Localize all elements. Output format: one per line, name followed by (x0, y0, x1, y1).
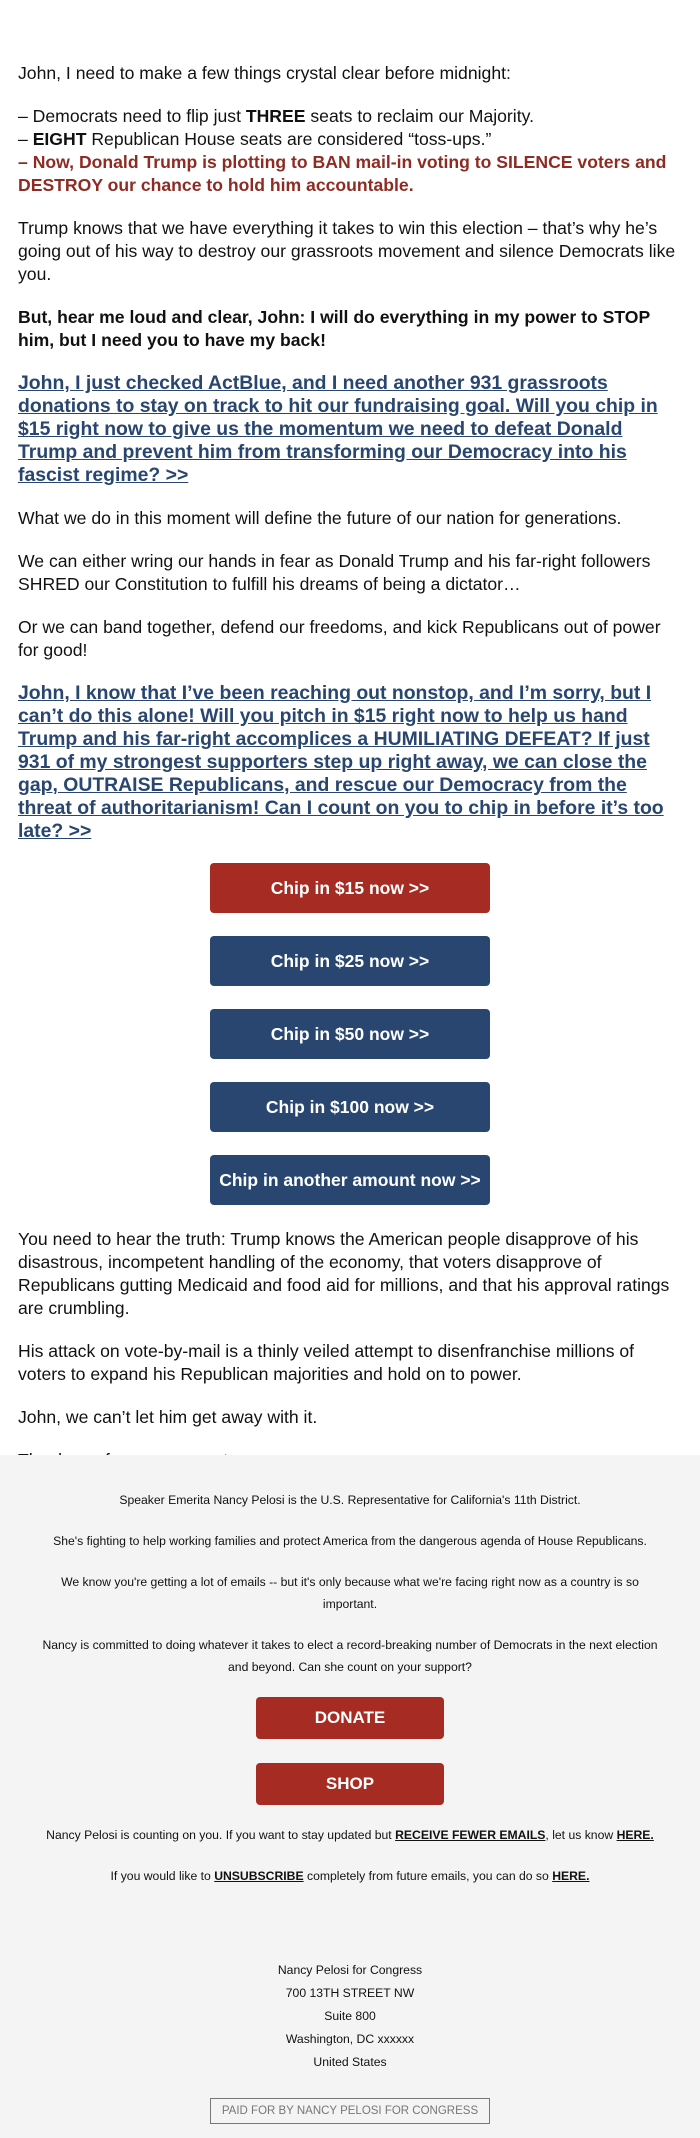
unsubscribe-link[interactable]: UNSUBSCRIBE (214, 1869, 304, 1883)
footer-text: Nancy Pelosi is counting on you. If you want to stay updated but (46, 1828, 396, 1842)
paragraph: What we do in this moment will define the future of our nation for generations. (18, 508, 622, 528)
bullet-text: seats to reclaim our Majority. (305, 106, 534, 126)
chip-in-25-button[interactable]: Chip in $25 now >> (210, 936, 490, 986)
footer-line: Speaker Emerita Nancy Pelosi is the U.S. Representative for California's 11th District. (119, 1493, 581, 1507)
chip-in-other-amount-button[interactable]: Chip in another amount now >> (210, 1155, 490, 1205)
fewer-emails-here-link[interactable]: HERE. (616, 1828, 654, 1842)
fewer-emails-line (0, 1824, 700, 1846)
donate-cta-link-1[interactable]: John, I just checked ActBlue, and I need another 931 grassroots donations to stay on track to hit our fundraising goal. Will you chip in $15 right now to give us the momentum we need to defeat Donald Trump and prevent him from transforming our Democracy into his fascist regime? >> (18, 372, 658, 486)
paragraph: Or we can band together, defend our freedoms, and kick Republicans out of power for good! (18, 617, 661, 660)
bullet-emphasis: THREE (245, 106, 306, 126)
paragraph: His attack on vote-by-mail is a thinly veiled attempt to disenfranchise millions of voters to expand his Republican majorities and hold on to power. (18, 1341, 635, 1384)
key-points-list (18, 105, 682, 197)
donate-cta-link-2[interactable]: John, I know that I’ve been reaching out nonstop, and I’m sorry, but I can’t do this alone! Will you pitch in $15 right now to help us hand Trump and his far-right accomplices a HUMILIATING DEFEAT? If just 931 of my strongest supporters step up right away, we can close the gap, OUTRAISE Republicans, and rescue our Democracy from the threat of authoritarianism! Can I count on you to chip in before it’s too late? >> (18, 682, 664, 842)
address-line: 700 13TH STREET NW (285, 1986, 415, 2000)
address-line: Washington, DC xxxxxx (285, 2032, 415, 2046)
receive-fewer-emails-link[interactable]: RECEIVE FEWER EMAILS (395, 1828, 546, 1842)
shop-button[interactable]: SHOP (256, 1763, 444, 1805)
paragraph: Trump knows that we have everything it takes to win this election – that’s why he’s going out of his way to destroy our grassroots movement and silence Democrats like you. (18, 218, 676, 284)
address-line: Nancy Pelosi for Congress (277, 1963, 423, 1977)
bullet-text: Republican House seats are considered “toss-ups.” (86, 129, 492, 149)
paragraph: We can either wring our hands in fear as Donald Trump and his far-right followers SHRED our Constitution to fulfill his dreams of being a dictator… (18, 551, 651, 594)
footer-text: completely from future emails, you can do so (303, 1869, 553, 1883)
bullet-emphasis: EIGHT (32, 129, 87, 149)
footer-text: If you would like to (110, 1869, 215, 1883)
bold-paragraph: But, hear me loud and clear, John: I will do everything in my power to STOP him, but I need you to have my back! (18, 307, 650, 350)
bullet-text: – Democrats need to flip just (18, 106, 246, 126)
paragraph: John, we can’t let him get away with it. (18, 1407, 318, 1427)
address-line: United States (313, 2055, 387, 2069)
unsubscribe-line (0, 1865, 700, 1887)
footer-text: , let us know (545, 1828, 617, 1842)
chip-in-50-button[interactable]: Chip in $50 now >> (210, 1009, 490, 1059)
paragraph: You need to hear the truth: Trump knows the American people disapprove of his disastrous, incompetent handling of the economy, that voters disapprove of Republicans gutting Medicaid and food aid for millions, and that his approval ratings are crumbling. (18, 1229, 670, 1318)
chip-in-100-button[interactable]: Chip in $100 now >> (210, 1082, 490, 1132)
unsubscribe-here-link[interactable]: HERE. (552, 1869, 590, 1883)
mailing-address (0, 1959, 700, 2074)
paid-for-disclaimer: PAID FOR BY NANCY PELOSI FOR CONGRESS (210, 2098, 490, 2124)
bullet-text: – (18, 129, 33, 149)
bullet-alert-text: Now, Donald Trump is plotting to BAN mail-in voting to SILENCE voters and DESTROY our chance to hold him accountable. (18, 152, 667, 195)
footer-line: She's fighting to help working families and protect America from the dangerous agenda of House Republicans. (53, 1534, 647, 1548)
donation-buttons (18, 863, 682, 1228)
bullet-item (18, 105, 682, 128)
bullet-dash: – (18, 152, 33, 172)
chip-in-15-button[interactable]: Chip in $15 now >> (210, 863, 490, 913)
bullet-item (18, 128, 682, 151)
bullet-item-alert (18, 151, 682, 197)
footer-line: Nancy is committed to doing whatever it takes to elect a record-breaking number of Democrats in the next election and beyond. Can she count on your support? (42, 1638, 658, 1674)
intro-paragraph: John, I need to make a few things crystal clear before midnight: (18, 63, 511, 83)
address-line: Suite 800 (324, 2009, 376, 2023)
email-footer (0, 1455, 700, 2138)
donate-button[interactable]: DONATE (256, 1697, 444, 1739)
footer-line: We know you're getting a lot of emails -- but it's only because what we're facing right now as a country is so important. (61, 1575, 639, 1611)
